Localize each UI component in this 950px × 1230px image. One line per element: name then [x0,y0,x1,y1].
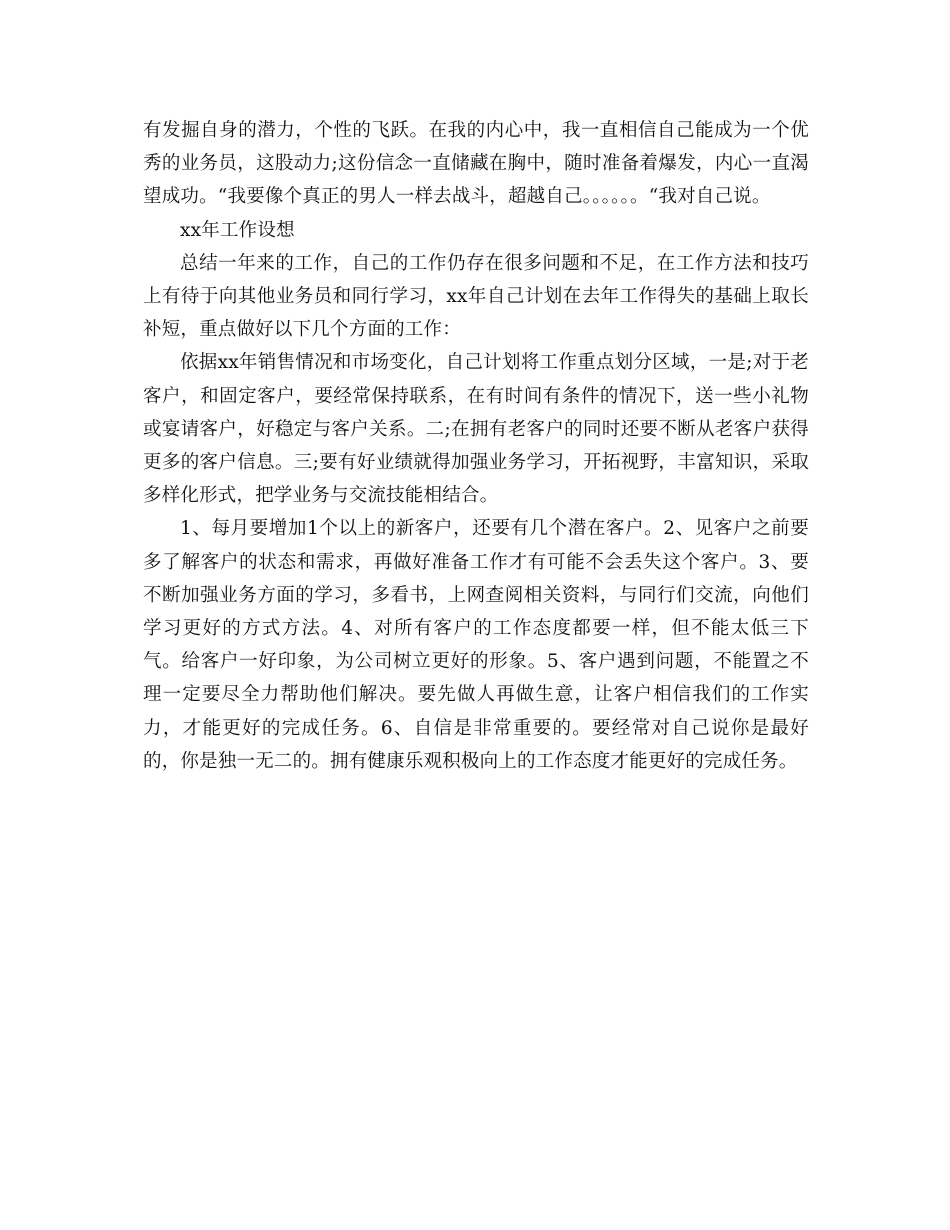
paragraph-regional-plan: 依据xx年销售情况和市场变化，自己计划将工作重点划分区域，一是;对于老客户，和固定客户，要经常保持联系，在有时间有条件的情况下，送一些小礼物或宴请客户，好稳定与客户关系。二;在拥有老客户的同时还要不断从老客户获得更多的客户信息。三;要有好业绩就得加强业务学习，开拓视野，丰富知识，采取多样化形式，把学业务与交流技能相结合。 [143,352,809,507]
section-heading-work-plan: xx年工作设想 [180,219,295,241]
paragraph-intro-continuation: 有发掘自身的潜力，个性的飞跃。在我的内心中，我一直相信自己能成为一个优秀的业务员，这股动力;这份信念一直储藏在胸中，随时准备着爆发，内心一直渴望成功。“我要像个真正的男人一样去战斗，超越自己。。。。。。“我对自己说。 [143,120,809,208]
paragraph-summary: 总结一年来的工作，自己的工作仍存在很多问题和不足，在工作方法和技巧上有待于向其他业务员和同行学习，xx年自己计划在去年工作得失的基础上取长补短，重点做好以下几个方面的工作： [143,252,809,341]
paragraph-action-items: 1、每月要增加1个以上的新客户，还要有几个潜在客户。2、见客户之前要多了解客户的状态和需求，再做好准备工作才有可能不会丢失这个客户。3、要不断加强业务方面的学习，多看书，上网查阅相关资料，与同行们交流，向他们学习更好的方式方法。4、对所有客户的工作态度都要一样，但不能太低三下气。给客户一好印象，为公司树立更好的形象。5、客户遇到问题，不能置之不理一定要尽全力帮助他们解决。要先做人再做生意，让客户相信我们的工作实力，才能更好的完成任务。6、自信是非常重要的。要经常对自己说你是最好的，你是独一无二的。拥有健康乐观积极向上的工作态度才能更好的完成任务。 [143,518,809,772]
document-body [143,114,809,778]
